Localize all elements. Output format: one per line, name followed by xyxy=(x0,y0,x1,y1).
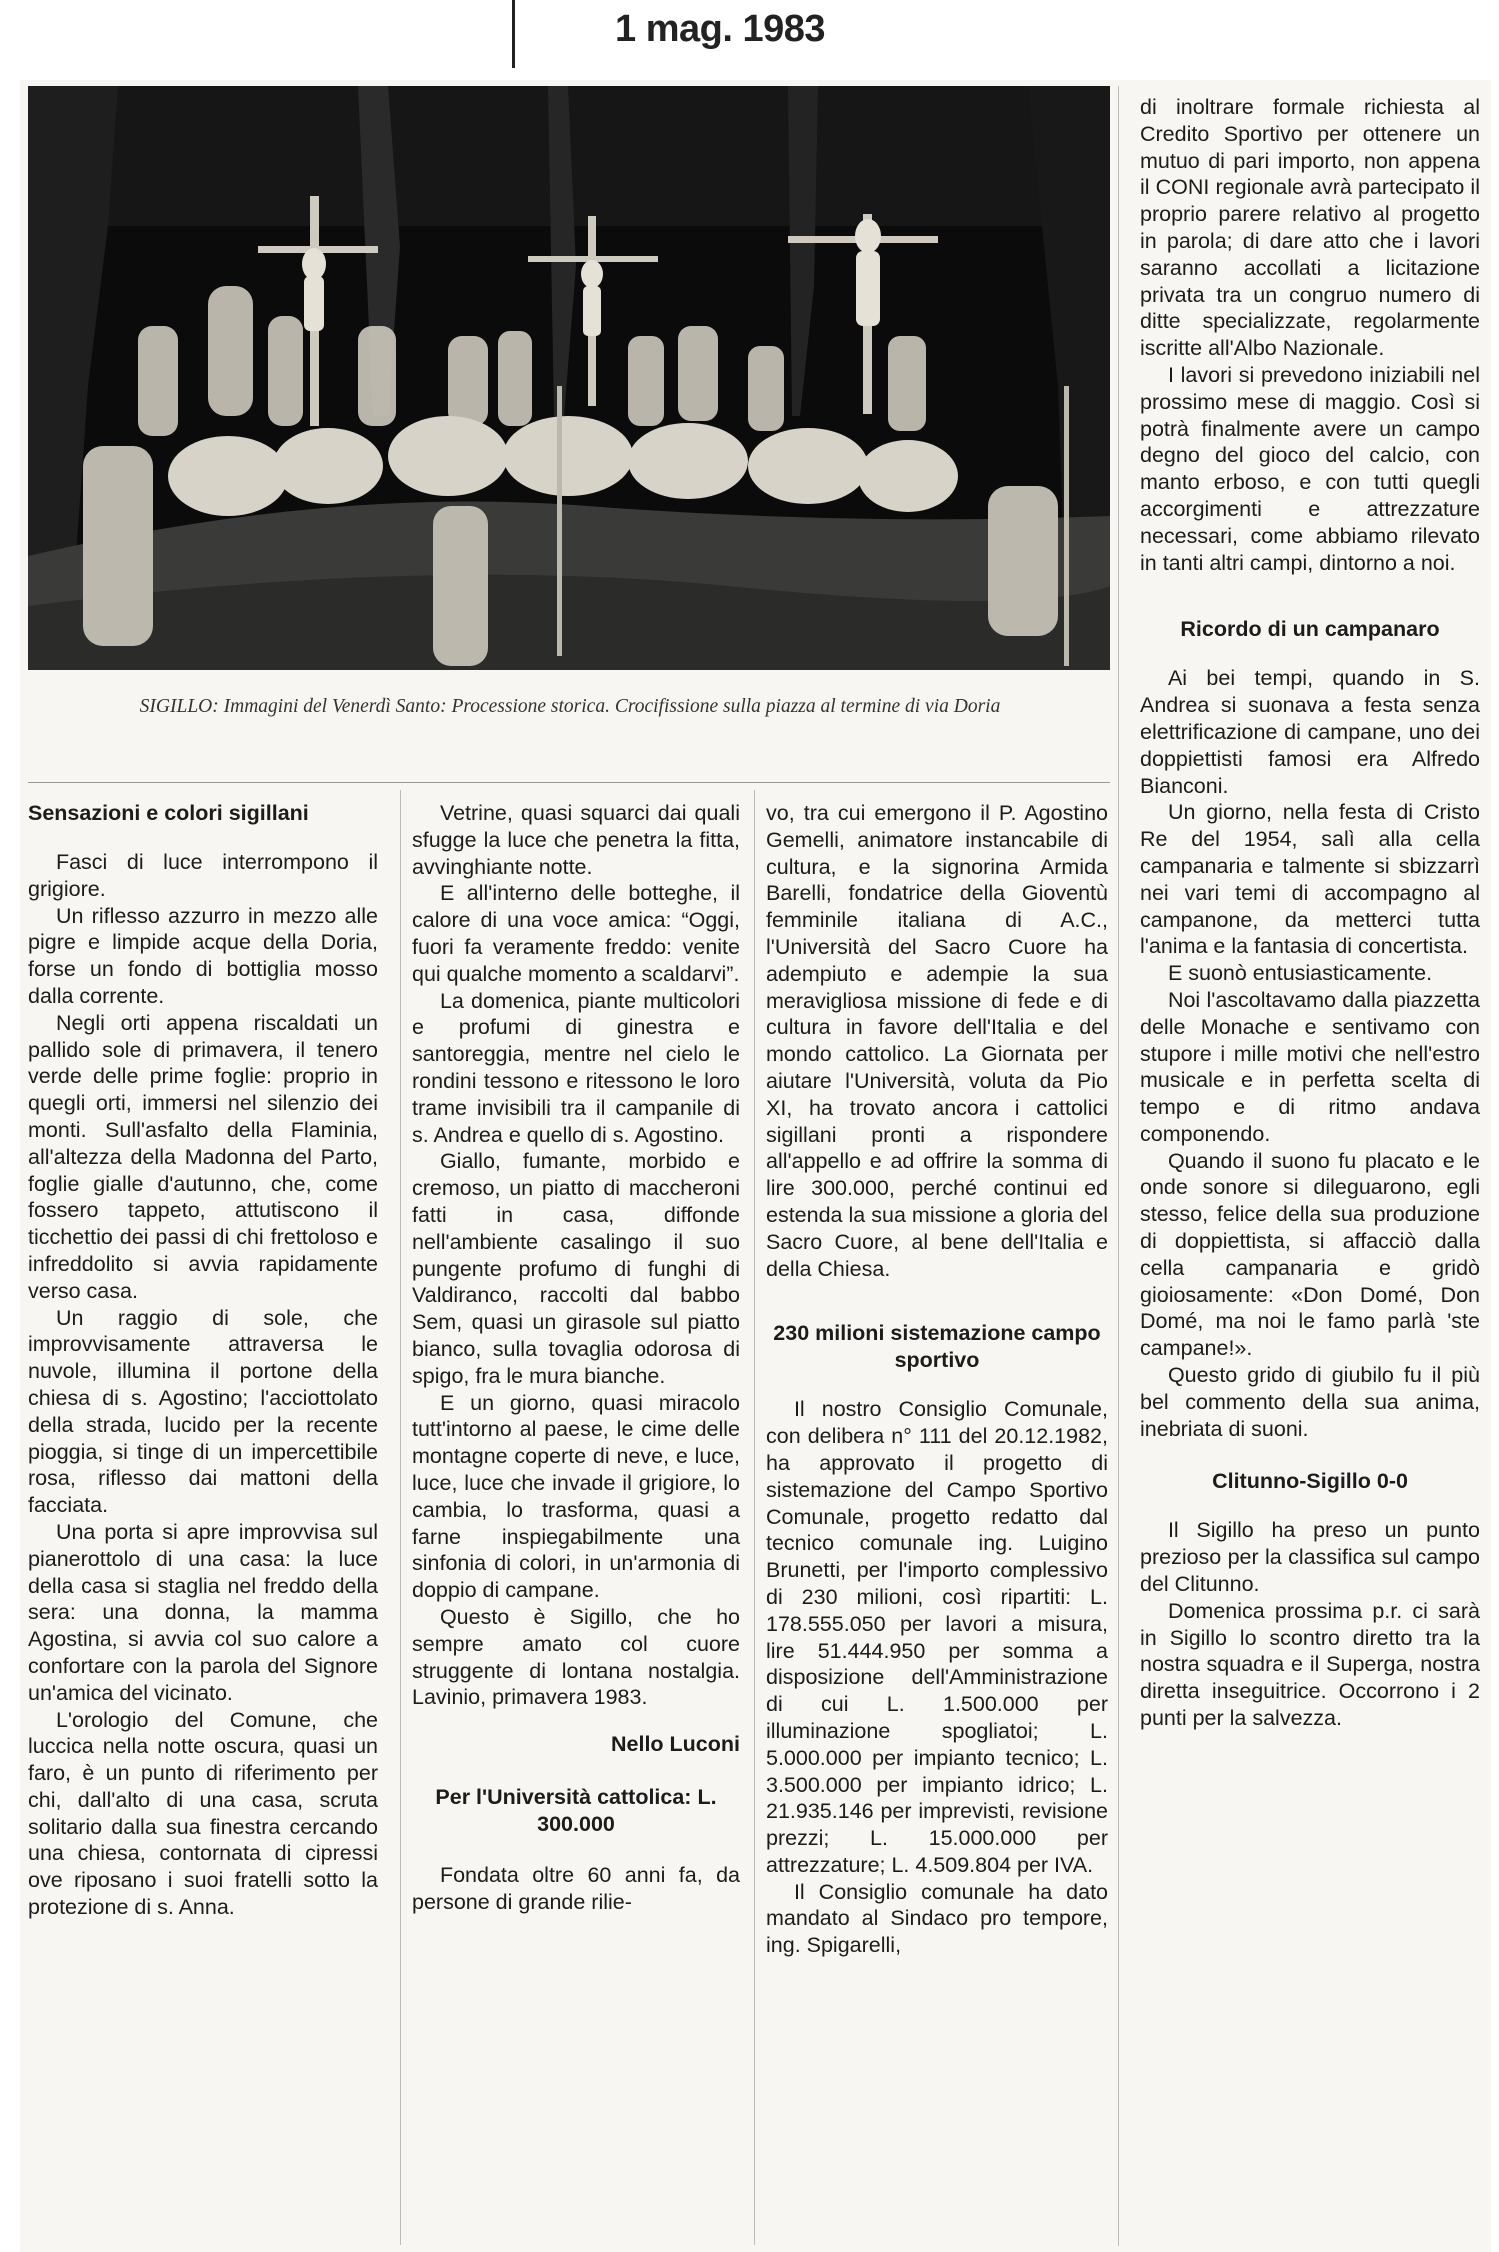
column-rule xyxy=(754,790,755,2245)
paragraph: Un giorno, nella festa di Cristo Re del 1954, salì alla cella campanaria e talmente si sbizzarrì nei vari temi di accompagno al campanone, da metterci tutta l'anima e la fantasia di concertista. xyxy=(1140,800,1480,959)
paragraph: vo, tra cui emergono il P. Agostino Gemelli, animatore instancabile di cultura, e la signorina Armida Barelli, fondatrice della Gioventù femminile italiana di A.C., l'Università del Sacro Cuore ha adempiuto e adempie la sua meravigliosa missione di fede e di cultura in favore dell'Italia e del mondo cattolico. La Giornata per aiutare l'Università, voluta da Pio XI, ha trovato ancora i cattolici sigillani pronti a rispondere all'appello e ad offrire la somma di lire 300.000, perché continui ed estenda la sua missione a gloria del Sacro Cuore, al bene dell'Italia e della Chiesa. xyxy=(766,801,1108,1281)
paragraph: Fasci di luce interrompono il grigiore. xyxy=(28,850,378,901)
headline-sensazioni: Sensazioni e colori sigillani xyxy=(28,801,309,825)
paragraph: Domenica prossima p.r. ci sarà in Sigillo lo scontro diretto tra la nostra squadra e il Superga, nostra diretta inseguitrice. Occorrono i 2 punti per la salvezza. xyxy=(1140,1598,1480,1731)
paragraph: I lavori si prevedono iniziabili nel prossimo mese di maggio. Così si potrà finalmente avere un campo degno del gioco del calcio, con manto erboso, e con tutti quegli accorgimenti e attrezzature necessari, come abbiamo rilevato in tanti altri campi, dintorno a noi. xyxy=(1140,362,1480,575)
paragraph: Il nostro Consiglio Comunale, con delibera n° 111 del 20.12.1982, ha approvato il progetto di sistemazione del Campo Sportivo Comunale, progetto redatto dal tecnico comunale ing. Luigino Brunetti, per l'importo complessivo di 230 milioni, così ripartiti: L. 178.555.050 per lavori a misura, lire 51.444.950 per somma a disposizione dell'Amministrazione di cui L. 1.500.000 per illuminazione spogliatoi; L. 5.000.000 per impianto tecnico; L. 3.500.000 per impianto idrico; L. 21.935.146 per imprevisti, revisione prezzi; L. 15.000.000 per attrezzature; L. 4.509.804 per IVA. xyxy=(766,1397,1108,1877)
paragraph: Noi l'ascoltavamo dalla piazzetta delle Monache e sentivamo con stupore i mille motivi che nell'estro musicale e in perfetta scelta di tempo e di ritmo andava componendo. xyxy=(1140,987,1480,1146)
column-rule xyxy=(1118,86,1119,2246)
paragraph: Negli orti appena riscaldati un pallido sole di primavera, il tenero verde delle prime foglie: proprio in quegli orti, immersi nel silenzio dei monti. Sull'asfalto della Flaminia, all'altezza della Madonna del Parto, foglie gialle d'autunno, che, come fossero tappeto, attutiscono il ticchettio dei passi di chi frettoloso e infreddolito si avvia rapidamente verso casa. xyxy=(28,1010,378,1303)
paragraph: Il Sigillo ha preso un punto prezioso per la classifica sul campo del Clitunno. xyxy=(1140,1518,1480,1597)
article-universita-cont xyxy=(766,800,1108,1959)
article-sensazioni xyxy=(28,800,378,1921)
paragraph: Fondata oltre 60 anni fa, da persone di grande rilie- xyxy=(412,1862,740,1914)
headline-campanaro: Ricordo di un campanaro xyxy=(1180,617,1440,642)
photo-caption: SIGILLO: Immagini del Venerdì Santo: Processione storica. Crocifissione sulla piazza al termine di via Doria xyxy=(139,696,1001,717)
headline-clitunno: Clitunno-Sigillo 0-0 xyxy=(1212,1469,1408,1494)
paragraph: Un riflesso azzurro in mezzo alle pigre e limpide acque della Doria, forse un fondo di bottiglia mosso dalla corrente. xyxy=(28,903,378,1008)
author-signature: Nello Luconi xyxy=(611,1732,740,1757)
paragraph: Un raggio di sole, che improvvisamente attraversa le nuvole, illumina il portone della chiesa di s. Agostino; l'acciottolato della strada, lucido per la recente pioggia, si tinge di un impercettibile rosa, riflesso dai mattoni della facciata. xyxy=(28,1305,378,1518)
headline-universita: Per l'Università cattolica: L. 300.000 xyxy=(435,1784,717,1836)
paragraph: Una porta si apre improvvisa sul pianerottolo di una casa: la luce della casa si staglia nel freddo della sera: una donna, la mamma Agostina, si avvia col suo calore a confortare con la parola del Signore un'amica del vicinato. xyxy=(28,1519,378,1705)
clipping-date: 1 mag. 1983 xyxy=(615,8,825,50)
paragraph: E suonò entusiasticamente. xyxy=(1167,961,1433,986)
paragraph: di inoltrare formale richiesta al Credito Sportivo per ottenere un mutuo di pari importo, non appena il CONI regionale avrà partecipato il proprio parere relativo al progetto in parola; di dare atto che i lavori saranno accollati a licitazione privata tra un congruo numero di ditte specializzate, regolarmente iscritte all'Albo Nazionale. xyxy=(1140,95,1480,361)
paragraph: Questo grido di giubilo fu il più bel commento della sua anima, inebriata di suoni. xyxy=(1140,1363,1480,1441)
paragraph: Ai bei tempi, quando in S. Andrea si suonava a festa senza elettrificazione di campane, uno dei doppiettisti famosi era Alfredo Bianconi. xyxy=(1140,666,1480,798)
paragraph: E un giorno, quasi miracolo tutt'intorno al paese, le cime delle montagne coperte di neve, e luce, luce, luce che invade il grigiore, lo cambia, lo trasforma, quasi a farne inspiegabilmente una sinfonia di colori, in un'armonia di doppio di campane. xyxy=(412,1390,740,1603)
paragraph: Questo è Sigillo, che ho sempre amato col cuore struggente di lontana nostalgia. Lavinio, primavera 1983. xyxy=(412,1604,740,1710)
column-rule xyxy=(400,790,401,2245)
paragraph: La domenica, piante multicolori e profumi di ginestra e santoreggia, mentre nel cielo le rondini tessono e ritessono le loro trame invisibili tra il campanile di s. Andrea e quello di s. Agostino. xyxy=(412,988,740,1147)
paragraph: Giallo, fumante, morbido e cremoso, un piatto di maccheroni fatti in casa, diffonde nell'ambiente casalingo il suo pungente profumo di funghi di Valdiranco, raccolti dal babbo Sem, quasi un girasole sul piatto bianco, sulla tovaglia odorosa di spigo, fra le mura bianche. xyxy=(412,1149,740,1388)
paragraph: L'orologio del Comune, che luccica nella notte oscura, quasi un faro, è un punto di riferimento per chi, dall'alto di una casa, scruta solitario dalla sua finestra cercando una chiesa, contornata di cipressi ove riposano i suoi fratelli sotto la protezione di s. Anna. xyxy=(28,1707,378,1920)
margin-line xyxy=(512,0,515,68)
article-campo-cont xyxy=(1140,94,1480,1732)
paragraph: E all'interno delle botteghe, il calore di una voce amica: “Oggi, fuori fa veramente freddo: venite qui qualche momento a scaldarvi”. xyxy=(412,881,740,986)
article-sensazioni-cont xyxy=(412,800,740,1915)
crucifixion-scene-image xyxy=(28,86,1110,670)
section-divider xyxy=(28,782,1110,783)
procession-photo xyxy=(28,86,1110,670)
paragraph: Il Consiglio comunale ha dato mandato al Sindaco pro tempore, ing. Spigarelli, xyxy=(766,1879,1108,1958)
headline-campo-sportivo: 230 milioni sistemazione campo sportivo xyxy=(773,1321,1101,1373)
paragraph: Quando il suono fu placato e le onde sonore si dileguarono, egli stesso, felice della sua produzione di doppiettista, si affacciò dalla cella campanaria e gridò gioiosamente: «Don Domé, Don Domé, ma noi le famo parlà 'ste campane!». xyxy=(1140,1148,1480,1361)
paragraph: Vetrine, quasi squarci dai quali sfugge la luce che penetra la fitta, avvinghiante notte. xyxy=(412,801,740,879)
